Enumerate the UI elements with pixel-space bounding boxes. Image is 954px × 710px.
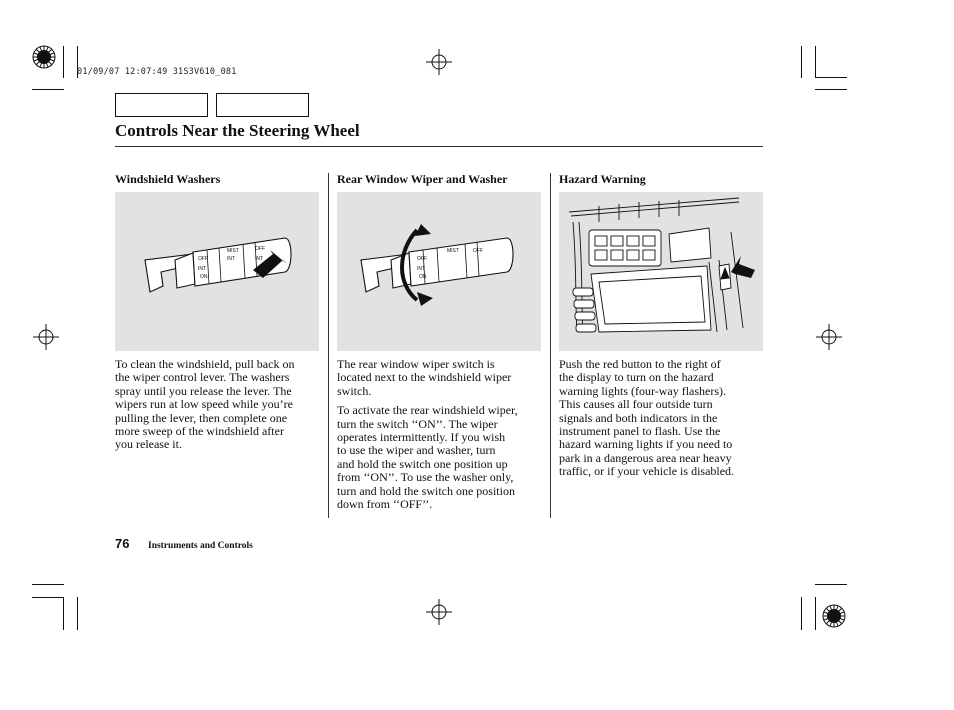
- column-divider-1: [328, 173, 329, 518]
- svg-text:INT: INT: [417, 266, 426, 272]
- wiper-lever-pull-icon: [115, 192, 319, 351]
- svg-text:OFF: OFF: [417, 256, 427, 262]
- hazard-warning-text: [559, 358, 771, 479]
- figure-rear-wiper-switch: [337, 192, 541, 351]
- header-tab-box-2: [216, 93, 309, 117]
- paragraph: The rear window wiper switch is located next to the windshield wiper switch.: [337, 357, 512, 398]
- paragraph: To activate the rear windshield wiper, turn the switch ‘‘ON’’. The wiper operates intermittently. If you wish to use the wiper and washer, turn and hold the switch one position up from ‘‘ON’’. To use the washer only, turn and hold the switch one position down from ‘‘OFF’’.: [337, 403, 518, 512]
- section-name: Instruments and Controls: [148, 541, 253, 551]
- rear-wiper-switch-rotate-icon: [337, 192, 541, 351]
- page-title: Controls Near the Steering Wheel: [115, 121, 360, 140]
- svg-text:OFF: OFF: [473, 248, 483, 254]
- svg-text:OFF: OFF: [198, 256, 208, 262]
- column-divider-2: [550, 173, 551, 518]
- svg-text:MIST: MIST: [227, 248, 239, 254]
- figure-wiper-lever: [115, 192, 319, 351]
- svg-text:INT: INT: [255, 256, 264, 262]
- windshield-washers-text: [115, 358, 325, 452]
- figure-hazard-button: [559, 192, 763, 351]
- header-tab-box-1: [115, 93, 208, 117]
- rear-wiper-text: [337, 358, 549, 511]
- paragraph: To clean the windshield, pull back on the wiper control lever. The washers spray until you release the lever. The wipers run at low speed while you’re pulling the lever, then complete one more sweep of the windshield after you release it.: [115, 357, 295, 452]
- heading-rear-window-wiper: Rear Window Wiper and Washer: [337, 172, 508, 186]
- hazard-button-dashboard-icon: [559, 192, 763, 351]
- heading-hazard-warning: Hazard Warning: [559, 172, 646, 186]
- svg-text:ON: ON: [419, 274, 427, 280]
- page-number: 76: [115, 536, 130, 551]
- svg-text:INT: INT: [198, 266, 207, 272]
- heading-windshield-washers: Windshield Washers: [115, 172, 221, 186]
- svg-text:INT: INT: [227, 256, 236, 262]
- print-info: 01/09/07 12:07:49 31S3V610_081: [77, 67, 237, 77]
- svg-text:MIST: MIST: [447, 248, 459, 254]
- paragraph: Push the red button to the right of the display to turn on the hazard warning lights (four-way flashers). This causes all four outside turn signals and both indicators in the instrument panel to flash. Use the hazard warning lights if you need to park in a dangerous area near heavy traffic, or if your vehicle is disabled.: [559, 357, 735, 479]
- svg-text:ON: ON: [200, 274, 208, 280]
- svg-text:OFF: OFF: [255, 246, 265, 252]
- title-rule: [115, 146, 763, 147]
